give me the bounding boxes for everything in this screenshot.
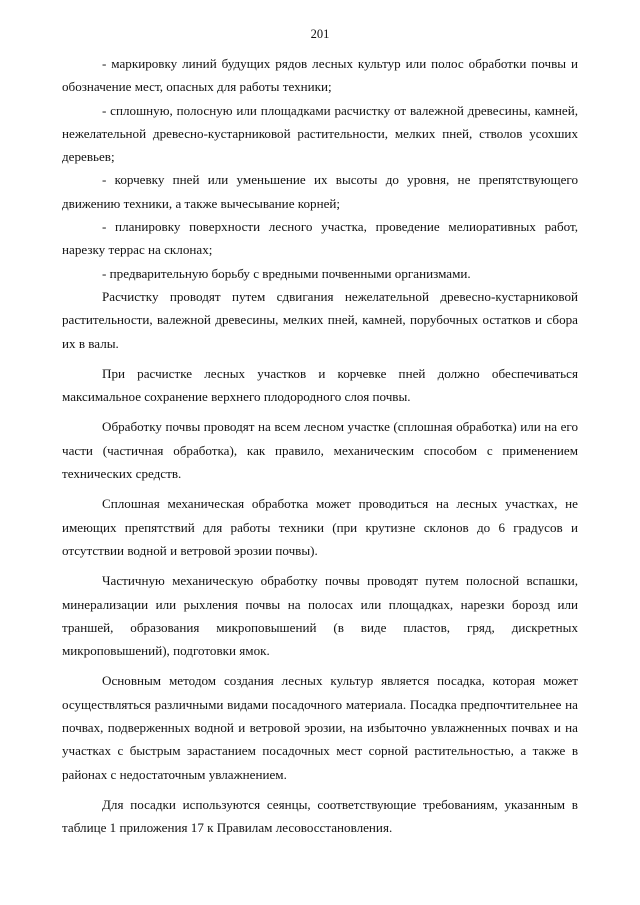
document-body: [62, 52, 578, 840]
paragraph-4: - планировку поверхности лесного участка, проведение мелиоративных работ, нарезку террас на склонах;: [62, 219, 578, 258]
paragraph-6: Расчистку проводят путем сдвигания нежелательной древесно-кустарниковой растительности, валежной древесины, мелких пней, камней, порубочных остатков и сбора их в валы.: [62, 288, 578, 351]
paragraph-9: Сплошная механическая обработка может проводиться на лесных участках, не имеющих препятствий для работы техники (при крутизне склонов до 6 градусов и отсутствии водной и ветровой эрозии почвы).: [62, 496, 578, 558]
paragraph-10: Частичную механическую обработку почвы проводят путем полосной вспашки, минерализации или рыхления почвы на полосах или площадках, нарезки борозд или траншей, образования микроповышений (в виде пластов, гряд, дискретных микроповышений), подготовки ямок.: [62, 573, 578, 659]
paragraph-11: Основным методом создания лесных культур является посадка, которая может осуществляться различными видами посадочного материала. Посадка предпочтительнее на почвах, подверженных водной и ветровой эрозии, на избыточно увлажненных почвах и на участках с быстрым зарастанием посадочных мест сорной растительностью, а также в районах с недостаточным увлажнением.: [62, 673, 578, 782]
paragraph-3: - корчевку пней или уменьшение их высоты до уровня, не препятствующего движению техники, а также вычесывание корней;: [62, 172, 578, 211]
page-number: 201: [310, 27, 330, 41]
paragraph-2: - сплошную, полосную или площадками расчистку от валежной древесины, камней, нежелательной древесно-кустарниковой растительности, мелких пней, стволов усохших деревьев;: [62, 102, 578, 165]
paragraph-12: Для посадки используются сеянцы, соответствующие требованиям, указанным в таблице 1 приложения 17 к Правилам лесовосстановления.: [62, 796, 578, 836]
paragraph-8: Обработку почвы проводят на всем лесном участке (сплошная обработка) или на его части (частичная обработка), как правило, механическим способом с применением технических средств.: [62, 419, 578, 482]
paragraph-1: - маркировку линий будущих рядов лесных культур или полос обработки почвы и обозначение мест, опасных для работы техники;: [62, 56, 578, 95]
paragraph-5: - предварительную борьбу с вредными почвенными организмами.: [102, 265, 471, 281]
paragraph-7: При расчистке лесных участков и корчевке пней должно обеспечиваться максимальное сохранение верхнего плодородного слоя почвы.: [62, 365, 578, 405]
